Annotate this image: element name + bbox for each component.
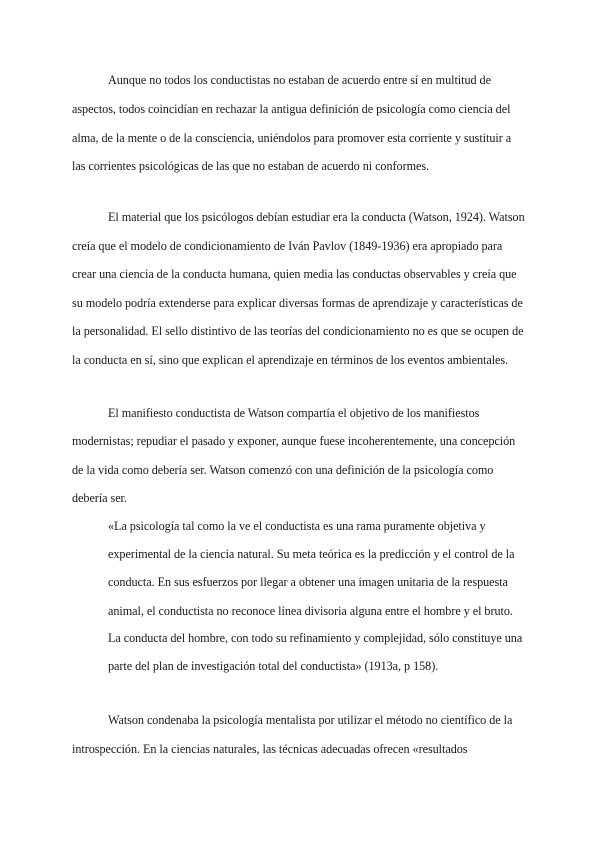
quote-line-6: parte del plan de investigación total del conductista» (1913a, p 158). [108,659,439,673]
paragraph-1-line-2: aspectos, todos coincidían en rechazar la antigua definición de psicología como ciencia del [72,102,511,116]
paragraph-2-line-1: El material que los psicólogos debían estudiar era la conducta (Watson, 1924). Watson [108,210,525,224]
paragraph-3-line-3: de la vida como debería ser. Watson comenzó con una definición de la psicología como [72,463,494,477]
paragraph-2-line-5: la personalidad. El sello distintivo de las teorías del condicionamiento no es que se ocupen de [72,324,524,338]
paragraph-1-line-1: Aunque no todos los conductistas no estaban de acuerdo entre sí en multitud de [108,73,491,87]
paragraph-3-line-2: modernistas; repudiar el pasado y exponer, aunque fuese incoherentemente, una concepción [72,434,516,448]
quote-line-2: experimental de la ciencia natural. Su meta teórica es la predicción y el control de la [108,547,515,561]
paragraph-2-line-2: creía que el modelo de condicionamiento de Iván Pavlov (1849-1936) era apropiado para [72,239,503,253]
paragraph-2-line-4: su modelo podría extenderse para explicar diversas formas de aprendizaje y características de [72,296,523,310]
paragraph-3-line-4: debería ser. [72,491,127,505]
paragraph-1-line-3: alma, de la mente o de la consciencia, uniéndolos para promover esta corriente y sustituir a [72,131,512,145]
paragraph-3-line-1: El manifiesto conductista de Watson compartía el objetivo de los manifiestos [108,406,480,420]
paragraph-2-line-6: la conducta en sí, sino que explican el aprendizaje en términos de los eventos ambientales. [72,353,509,367]
paragraph-2-line-3: crear una ciencia de la conducta humana, quien media las conductas observables y creía que [72,267,517,281]
quote-line-3: conducta. En sus esfuerzos por llegar a obtener una imagen unitaria de la respuesta [108,575,508,589]
paragraph-5-line-2: introspección. En la ciencias naturales, las técnicas adecuadas ofrecen «resultados [72,742,468,756]
quote-line-1: «La psicología tal como la ve el conductista es una rama puramente objetiva y [108,519,486,533]
quote-line-5: La conducta del hombre, con todo su refinamiento y complejidad, sólo constituye una [108,631,523,645]
paragraph-5-line-1: Watson condenaba la psicología mentalista por utilizar el método no científico de la [108,713,513,727]
quote-line-4: animal, el conductista no reconoce línea divisoria alguna entre el hombre y el bruto. [108,604,513,618]
paragraph-1-line-4: las corrientes psicológicas de las que no estaban de acuerdo ni conformes. [72,159,430,173]
